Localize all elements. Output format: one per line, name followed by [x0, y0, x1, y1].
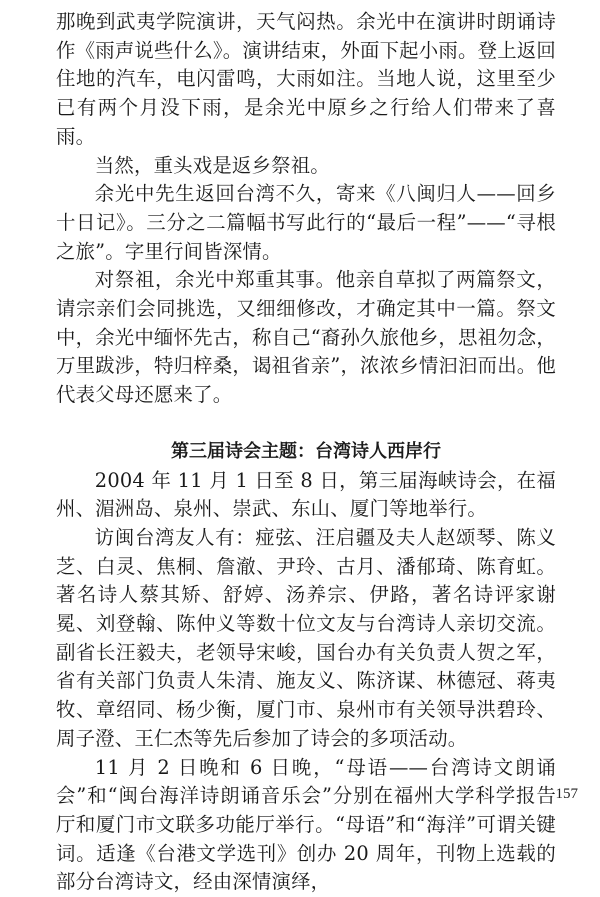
paragraph-return-diary: 余光中先生返回台湾不久，寄来《八闽归人——回乡十日记》。三分之二篇幅书写此行的“最后一程”——“寻根之旅”。字里行间皆深情。: [56, 182, 556, 263]
section-heading: 第三届诗会主题：台湾诗人西岸行: [171, 440, 441, 462]
paragraph-recitation-events: 11 月 2 日晚和 6 日晚，“母语——台湾诗文朗诵会”和“闽台海洋诗朗诵音乐会”分别在福州大学科学报告厅和厦门市文联多功能厅举行。“母语”和“海洋”可谓关键词。适逢《台港文学选刊》创办 20 周年，刊物上选载的部分台湾诗文，经由深情演绎，: [56, 755, 556, 894]
page-number: 157: [555, 786, 578, 802]
paragraph-poetry-festival-dates: 2004 年 11 月 1 日至 8 日，第三届海峡诗会，在福州、湄洲岛、泉州、崇武、东山、厦门等地举行。: [56, 468, 556, 521]
paragraph-ancestral-rites: 对祭祖，余光中郑重其事。他亲自草拟了两篇祭文，请宗亲们会同挑选，又细细修改，才确定其中一篇。祭文中，余光中缅怀先古，称自己“裔孙久旅他乡，思祖勿念，万里跋涉，特归梓桑，谒祖省亲”，浓浓乡情汩汩而出。他代表父母还愿来了。: [56, 268, 556, 407]
paragraph-ancestor-worship-intro: 当然，重头戏是返乡祭祖。: [94, 153, 330, 177]
page-body: [56, 8, 556, 897]
paragraph-rain-speech: 那晚到武夷学院演讲，天气闷热。余光中在演讲时朗诵诗作《雨声说些什么》。演讲结束，外面下起小雨。登上返回住地的汽车，电闪雷鸣，大雨如注。当地人说，这里至少已有两个月没下雨，是余光中原乡之行给人们带来了喜雨。: [56, 10, 556, 148]
paragraph-visiting-friends: 访闽台湾友人有：痖弦、汪启疆及夫人赵颂琴、陈义芝、白灵、焦桐、詹澈、尹玲、古月、潘郁琦、陈育虹。著名诗人蔡其矫、舒婷、汤养宗、伊路，著名诗评家谢冕、刘登翰、陈仲义等数十位文友与台湾诗人亲切交流。副省长汪毅夫，老领导宋峻，国台办有关负责人贺之军，省有关部门负责人朱清、施友义、陈济谋、林德冠、蒋夷牧、章绍同、杨少衡，厦门市、泉州市有关领导洪碧玲、周子澄、王仁杰等先后参加了诗会的多项活动。: [56, 525, 556, 750]
